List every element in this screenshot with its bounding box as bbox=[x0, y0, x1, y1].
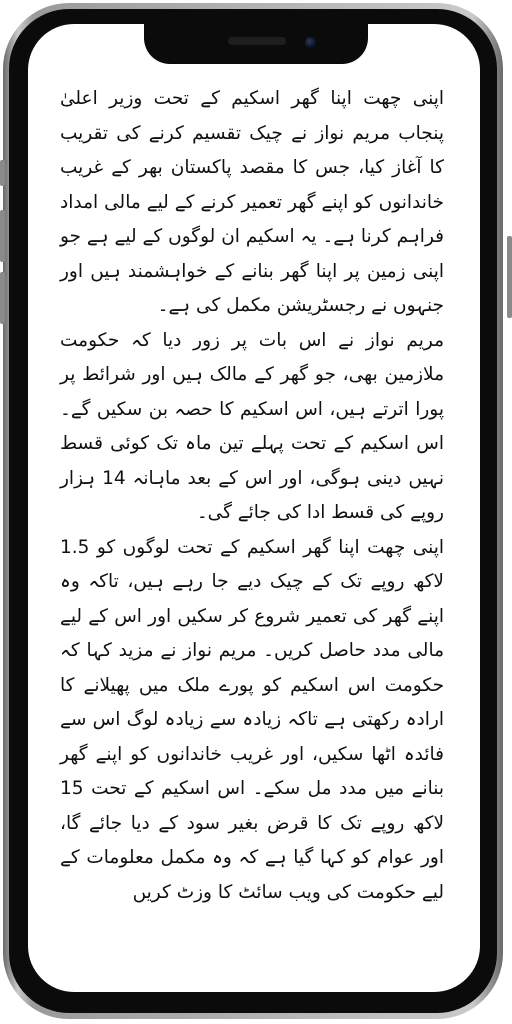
article-body bbox=[60, 82, 444, 910]
front-camera-icon bbox=[305, 37, 316, 48]
earpiece-speaker bbox=[228, 37, 286, 45]
article-paragraph-3: اپنی چھت اپنا گھر اسکیم کے تحت لوگوں کو 1.5 لاکھ روپے تک کے چیک دیے جا رہے ہیں، تاکہ وہ اپنے گھر کی تعمیر شروع کر سکیں اور اس کے لیے مالی مدد حاصل کریں۔ مریم نواز نے مزید کہا کہ حکومت اس اسکیم کو پورے ملک میں پھیلانے کا ارادہ رکھتی ہے تاکہ زیادہ سے زیادہ لوگ اس سے فائدہ اٹھا سکیں، اور غریب خاندانوں کو اپنے گھر بنانے میں مدد مل سکے۔ اس اسکیم کے تحت 15 لاکھ روپے تک کا قرض بغیر سود کے دیا جائے گا، اور عوام کو کہا گیا ہے کہ وہ مکمل معلومات کے لیے حکومت کی ویب سائٹ کا وزٹ کریں bbox=[60, 536, 444, 903]
volume-up-button bbox=[0, 210, 5, 262]
article-paragraph-2: مریم نواز نے اس بات پر زور دیا کہ حکومت ملازمین بھی، جو گھر کے مالک ہیں اور شرائط پر پورا اترتے ہیں، اس اسکیم کا حصہ بن سکیں گے۔ اس اسکیم کے تحت پہلے تین ماہ تک کوئی قسط نہیں دینی ہوگی، اور اس کے بعد ماہانہ 14 ہزار روپے کی قسط ادا کی جائے گی۔ bbox=[60, 329, 444, 523]
article-paragraph-1: اپنی چھت اپنا گھر اسکیم کے تحت وزیر اعلیٰ پنجاب مریم نواز نے چیک تقسیم کرنے کی تقریب کا آغاز کیا، جس کا مقصد پاکستان بھر کے غریب خاندانوں کو اپنے گھر تعمیر کرنے کے لیے مالی امداد فراہم کرنا ہے۔ یہ اسکیم ان لوگوں کے لیے ہے جو اپنی زمین پر اپنا گھر بنانے کے خواہشمند ہیں اور جنہوں نے رجسٹریشن مکمل کی ہے۔ bbox=[60, 88, 444, 316]
silent-switch bbox=[0, 160, 5, 186]
power-button bbox=[507, 236, 512, 318]
volume-down-button bbox=[0, 272, 5, 324]
